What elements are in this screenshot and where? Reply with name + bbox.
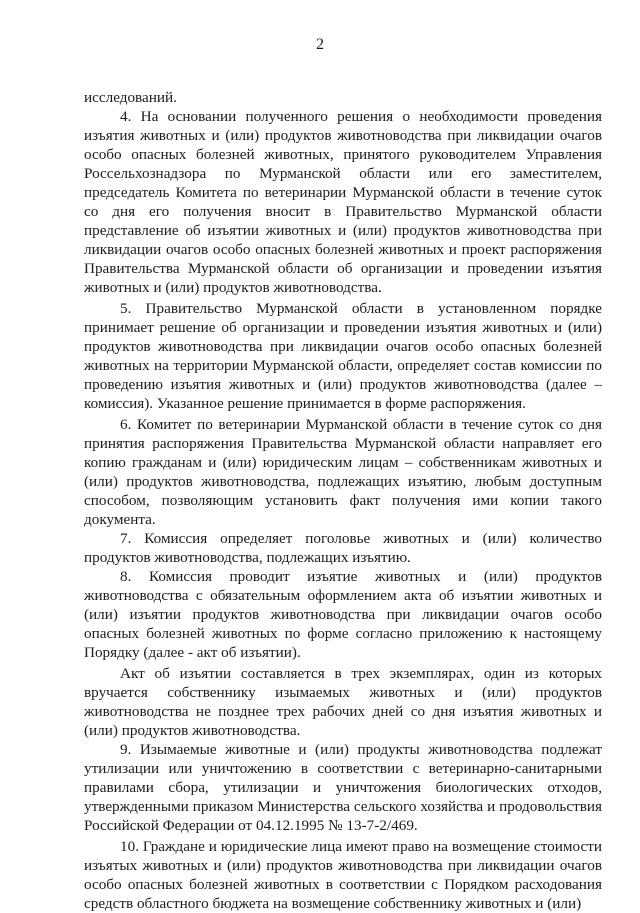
paragraph-act: Акт об изъятии составляется в трех экземплярах, один из которых вручается собственнику изымаемых животных и (или) продуктов животноводства не позднее трех рабочих дней со дня изъятия животных и (или) продуктов животноводства.: [84, 665, 602, 739]
paragraph-8: 8. Комиссия проводит изъятие животных и (или) продуктов животноводства с обязательным оформлением акта об изъятии животных и (или) изъятии продуктов животноводства при ликвидации очагов особо опасных болезней животных по форме согласно приложению к настоящему Порядку (далее - акт об изъятии).: [84, 568, 602, 661]
paragraph-10: 10. Граждане и юридические лица имеют право на возмещение стоимости изъятых животных и (или) продуктов животноводства при ликвидации очагов особо опасных болезней животных в соответствии с Порядком расходования средств областного бюджета на возмещение собственнику животных и (или): [84, 838, 602, 912]
paragraph-6: 6. Комитет по ветеринарии Мурманской области в течение суток со дня принятия распоряжения Правительства Мурманской области направляет его копию гражданам и (или) юридическим лицам – собственникам животных и (или) продуктов животноводства, подлежащих изъятию, любым доступным способом, позволяющим установить факт получения ими копии такого документа.: [84, 416, 602, 528]
paragraph-7: 7. Комиссия определяет поголовье животных и (или) количество продуктов животноводства, подлежащих изъятию.: [84, 530, 602, 566]
paragraph-9: 9. Изымаемые животные и (или) продукты животноводства подлежат утилизации или уничтожению в соответствии с ветеринарно-санитарными правилами сбора, утилизации и уничтожения биологических отходов, утвержденными приказом Министерства сельского хозяйства и продовольствия Российской Федерации от 04.12.1995 № 13-7-2/469.: [84, 741, 602, 834]
paragraph-4: 4. На основании полученного решения о необходимости проведения изъятия животных и (или) продуктов животноводства при ликвидации очагов особо опасных болезней животных, принятого руководителем Управления Россельхознадзора по Мурманской области или его заместителем, председатель Комитета по ветеринарии Мурманской области в течение суток со дня его получения вносит в Правительство Мурманской области представление об изъятии животных и (или) продуктов животноводства при ликвидации очагов особо опасных болезней животных и проект распоряжения Правительства Мурманской области об организации и проведении изъятия животных и (или) продуктов животноводства.: [84, 108, 602, 296]
page-number: 2: [316, 36, 324, 53]
paragraph-continuation: исследований.: [84, 89, 177, 106]
document-body: [84, 88, 602, 913]
paragraph-5: 5. Правительство Мурманской области в установленном порядке принимает решение об организации и проведении изъятия животных и (или) продуктов животноводства при ликвидации очагов особо опасных болезней животных на территории Мурманской области, определяет состав комиссии по проведению изъятия животных и (или) продуктов животноводства (далее – комиссия). Указанное решение принимается в форме распоряжения.: [84, 300, 602, 412]
